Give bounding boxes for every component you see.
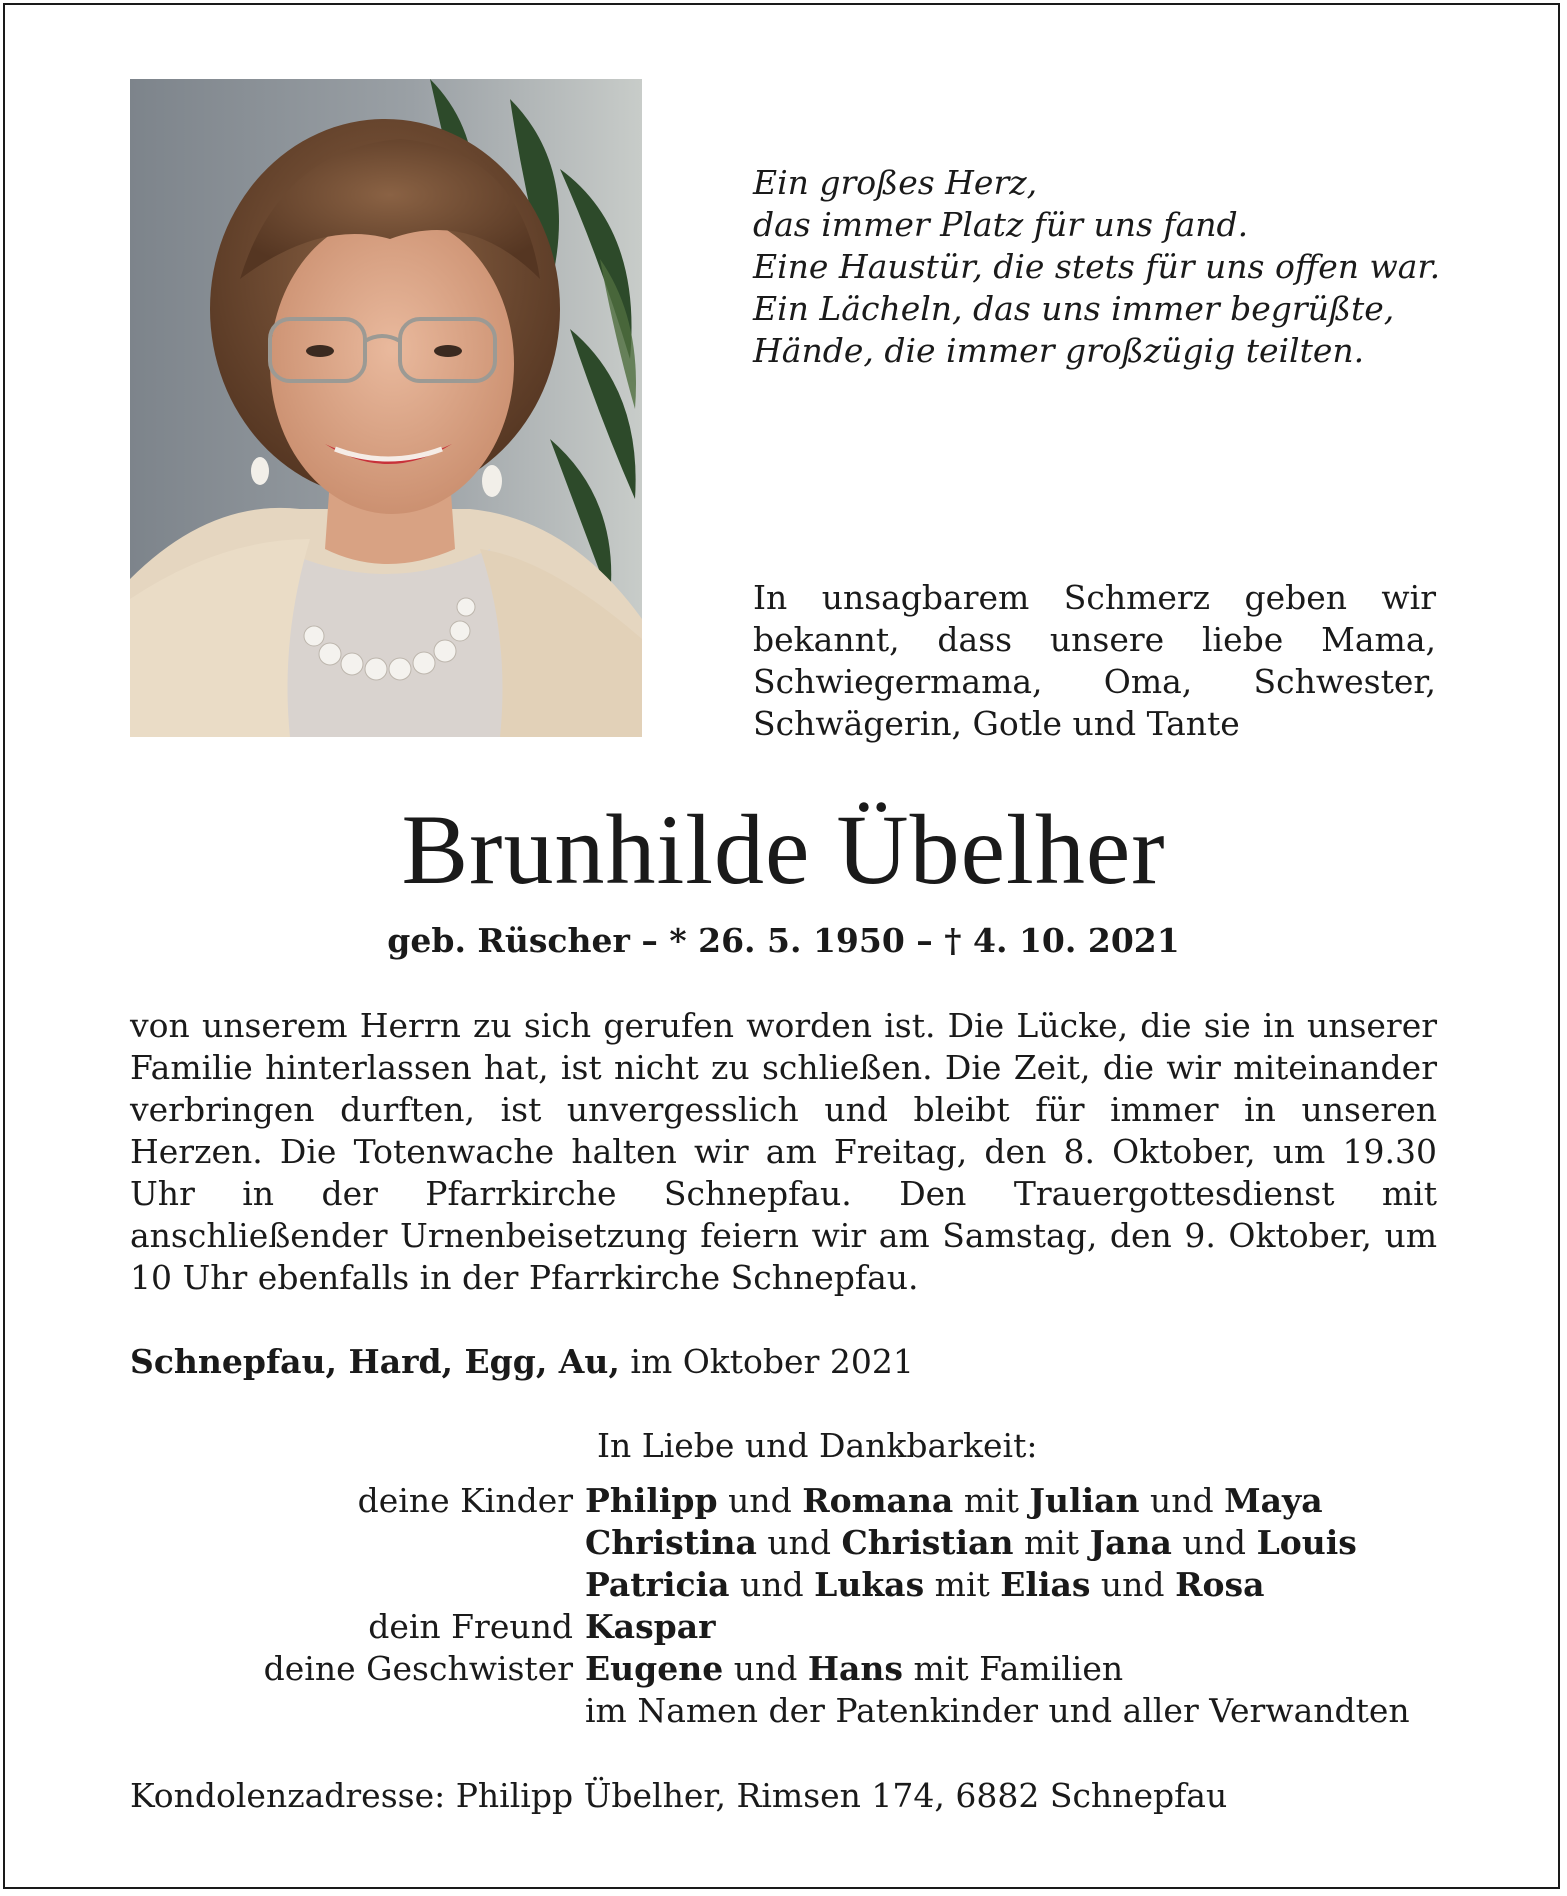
family-row [130, 1480, 1450, 1522]
family-name: Christina [585, 1523, 757, 1562]
service-details-text: von unserem Herrn zu sich gerufen worden ist. Die Lücke, die sie in unserer Familie hinterlassen hat, ist nicht zu schließen. Die Zeit, die wir miteinander verbringen durften, ist unvergesslich und bleibt für immer in unseren Herzen. Die Totenwache halten wir am Freitag, den 8. Oktober, um 19.30 Uhr in der Pfarrkirche Schnepfau. Den Trauergottesdienst mit anschließender Urnenbeisetzung feiern wir am Samstag, den 9. Oktober, um 10 Uhr ebenfalls in der Pfarrkirche Schnepfau. [130, 1006, 1437, 1297]
poem-line: Hände, die immer großzügig teilten. [753, 331, 1365, 370]
family-names [585, 1480, 1323, 1522]
announcement-text: In unsagbarem Schmerz geben wir bekannt, dass unsere liebe Mama, Schwiegermama, Oma, Schwester, Schwägerin, Gotle und Tante [753, 578, 1436, 743]
family-name: Elias [1000, 1565, 1091, 1604]
family-name: Louis [1256, 1523, 1357, 1562]
family-row [130, 1564, 1450, 1606]
family-connector: und [729, 1565, 815, 1604]
family-closing: im Namen der Patenkinder und aller Verwandten [585, 1691, 1410, 1730]
family-name: Romana [802, 1481, 954, 1520]
family-label [130, 1690, 585, 1732]
poem-line: das immer Platz für uns fand. [753, 205, 1249, 244]
family-name: Eugene [585, 1649, 724, 1688]
family-connector: und [717, 1481, 803, 1520]
portrait-photo [130, 79, 642, 737]
condolence-address: Kondolenzadresse: Philipp Übelher, Rimsen 174, 6882 Schnepfau [130, 1776, 1228, 1815]
family-label [130, 1522, 585, 1564]
family-connector: mit Familien [902, 1649, 1124, 1688]
family-name: Patricia [585, 1565, 730, 1604]
family-connector: und [1090, 1565, 1176, 1604]
poem-line: Eine Haustür, die stets für uns offen war. [753, 247, 1441, 286]
family-connector: und [756, 1523, 842, 1562]
family-connector: mit [953, 1481, 1030, 1520]
family-names [585, 1648, 1123, 1690]
family-name: Lukas [814, 1565, 925, 1604]
family-connector: und [1171, 1523, 1257, 1562]
family-label: deine Kinder [357, 1481, 573, 1520]
family-label [130, 1564, 585, 1606]
family-row [130, 1690, 1450, 1732]
family-name: Jana [1089, 1523, 1172, 1562]
family-name: Christian [841, 1523, 1014, 1562]
place-date: im Oktober 2021 [619, 1342, 914, 1381]
family-list [130, 1480, 1450, 1732]
place-and-date [130, 1341, 914, 1383]
family-connector: und [1139, 1481, 1225, 1520]
family-row [130, 1606, 1450, 1648]
family-name: Julian [1029, 1481, 1140, 1520]
poem-line: Ein Lächeln, das uns immer begrüßte, [753, 289, 1395, 328]
family-label: deine Geschwister [263, 1649, 573, 1688]
poem [753, 162, 1473, 372]
family-connector: und [723, 1649, 808, 1688]
poem-line: Ein großes Herz, [753, 163, 1038, 202]
family-label: dein Freund [368, 1607, 573, 1646]
family-name: Maya [1224, 1481, 1323, 1520]
family-connector: mit [1013, 1523, 1090, 1562]
family-name: Kaspar [585, 1607, 716, 1646]
place-towns: Schnepfau, Hard, Egg, Au, [130, 1342, 620, 1381]
family-names [585, 1564, 1264, 1606]
family-row [130, 1522, 1450, 1564]
family-names [585, 1522, 1357, 1564]
family-names [585, 1606, 716, 1648]
family-name: Hans [807, 1649, 903, 1688]
family-row [130, 1648, 1450, 1690]
family-connector: mit [924, 1565, 1001, 1604]
birth-death-dates: geb. Rüscher – * 26. 5. 1950 – † 4. 10. 2021 [387, 921, 1180, 960]
family-name: Rosa [1175, 1565, 1265, 1604]
family-name: Philipp [585, 1481, 718, 1520]
signoff-text: In Liebe und Dankbarkeit: [597, 1426, 1038, 1465]
deceased-name: Brunhilde Übelher [401, 794, 1166, 905]
